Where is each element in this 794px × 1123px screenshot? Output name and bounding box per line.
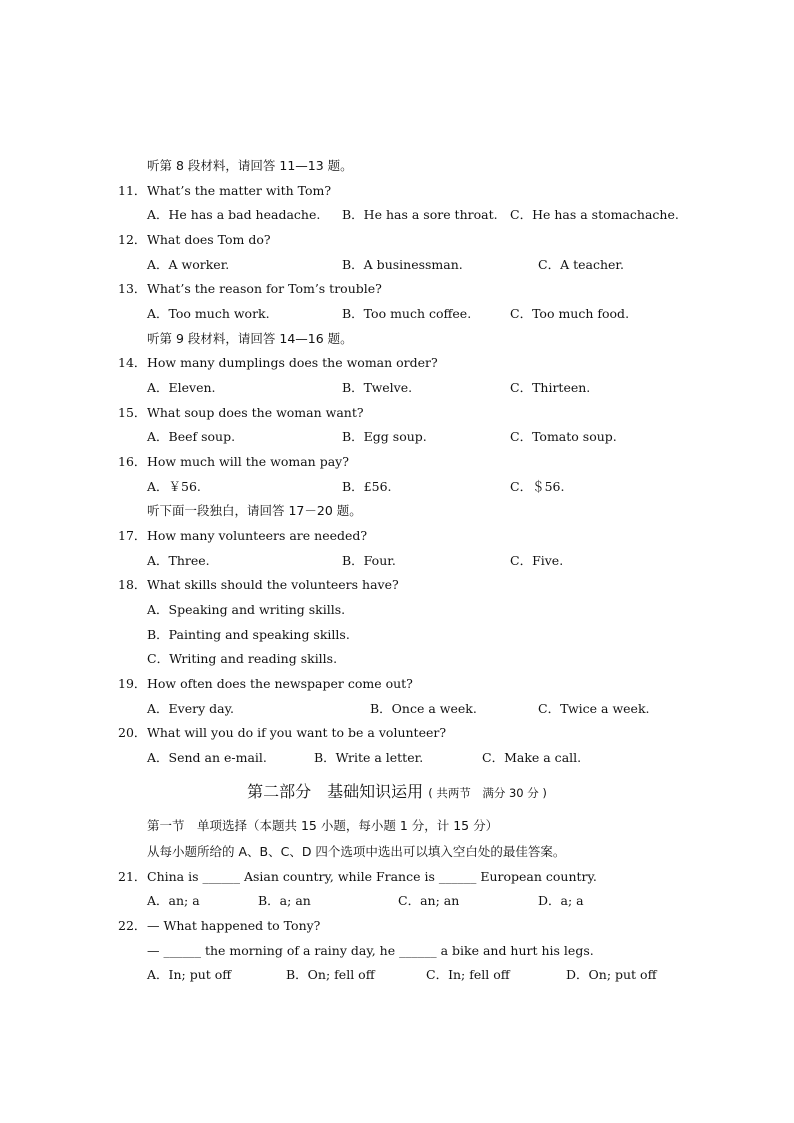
option-c[interactable]: C．Twice a week. (538, 701, 650, 716)
option-b[interactable]: B．Twelve. (342, 380, 413, 395)
question-text: China is ______ Asian country, while France is ______ European country. (147, 869, 597, 884)
question-text: How many dumplings does the woman order? (147, 355, 438, 370)
option-b[interactable]: B．Painting and speaking skills. (147, 627, 350, 642)
question-number: 14． (118, 355, 147, 370)
option-a[interactable]: A．Too much work. (147, 306, 270, 321)
option-b[interactable]: B．Too much coffee. (342, 306, 472, 321)
question-text: What skills should the volunteers have? (147, 577, 399, 592)
option-a[interactable]: A．￥56. (147, 479, 201, 494)
part-two-subtitle: ( 共两节 满分 30 分 ) (428, 786, 547, 800)
option-c[interactable]: C．A teacher. (538, 257, 624, 272)
option-c[interactable]: C．Tomato soup. (510, 429, 617, 444)
option-b[interactable]: B．Four. (342, 553, 396, 568)
option-c[interactable]: C．Writing and reading skills. (147, 651, 338, 666)
question-text: How often does the newspaper come out? (147, 676, 413, 691)
section-heading-10: 听下面一段独白，请回答 17－20 题。 (147, 503, 362, 518)
question-text: How many volunteers are needed? (147, 528, 368, 543)
option-c[interactable]: C．In; fell off (426, 967, 510, 982)
option-a[interactable]: A．In; put off (147, 967, 232, 982)
option-c[interactable]: C．Too much food. (510, 306, 630, 321)
option-a[interactable]: A．Three. (147, 553, 210, 568)
question-text: — What happened to Tony? (147, 918, 321, 933)
option-a[interactable]: A．A worker. (147, 257, 230, 272)
option-a[interactable]: A．He has a bad headache. (147, 207, 321, 222)
option-c[interactable]: C．He has a stomachache. (510, 207, 679, 222)
question-number: 15． (118, 405, 147, 420)
option-c[interactable]: C．＄56. (510, 479, 565, 494)
question-number: 13． (118, 281, 147, 296)
part-two-title: 第二部分 基础知识运用 (247, 782, 424, 801)
question-number: 17． (118, 528, 147, 543)
section-instruction: 从每小题所给的 A、B、C、D 四个选项中选出可以填入空白处的最佳答案。 (147, 844, 566, 859)
question-text: How much will the woman pay? (147, 454, 349, 469)
section-heading-9: 听第 9 段材料，请回答 14—16 题。 (147, 331, 353, 346)
option-b[interactable]: B．He has a sore throat. (342, 207, 498, 222)
option-c[interactable]: C．an; an (398, 893, 460, 908)
question-22-line-2: — ______ the morning of a rainy day, he ______ a bike and hurt his legs. (147, 943, 594, 958)
option-b[interactable]: B．£56. (342, 479, 392, 494)
question-number: 22． (118, 918, 147, 933)
option-b[interactable]: B．A businessman. (342, 257, 463, 272)
question-number: 20． (118, 725, 147, 740)
option-b[interactable]: B．Egg soup. (342, 429, 427, 444)
question-text: What does Tom do? (147, 232, 271, 247)
option-a[interactable]: A．Send an e-mail. (147, 750, 267, 765)
question-number: 12． (118, 232, 147, 247)
question-text: What’s the matter with Tom? (147, 183, 332, 198)
question-text: What’s the reason for Tom’s trouble? (147, 281, 382, 296)
option-c[interactable]: C．Five. (510, 553, 564, 568)
option-a[interactable]: A．Beef soup. (147, 429, 236, 444)
option-b[interactable]: B．On; fell off (286, 967, 375, 982)
option-a[interactable]: A．Eleven. (147, 380, 216, 395)
question-text: What soup does the woman want? (147, 405, 364, 420)
section-heading-8: 听第 8 段材料，请回答 11—13 题。 (147, 158, 353, 173)
option-b[interactable]: B．Once a week. (370, 701, 477, 716)
option-b[interactable]: B．a; an (258, 893, 311, 908)
question-number: 19． (118, 676, 147, 691)
option-a[interactable]: A．Every day. (147, 701, 234, 716)
question-text: What will you do if you want to be a volunteer? (147, 725, 447, 740)
option-d[interactable]: D．a; a (538, 893, 584, 908)
part-two-heading (0, 779, 794, 802)
question-number: 18． (118, 577, 147, 592)
question-number: 16． (118, 454, 147, 469)
option-c[interactable]: C．Make a call. (482, 750, 582, 765)
question-number: 21． (118, 869, 147, 884)
question-number: 11． (118, 183, 147, 198)
option-a[interactable]: A．an; a (147, 893, 200, 908)
option-c[interactable]: C．Thirteen. (510, 380, 591, 395)
option-d[interactable]: D．On; put off (566, 967, 657, 982)
option-b[interactable]: B．Write a letter. (314, 750, 424, 765)
section-one-heading: 第一节 单项选择（本题共 15 小题，每小题 1 分，计 15 分） (147, 818, 499, 833)
option-a[interactable]: A．Speaking and writing skills. (147, 602, 346, 617)
